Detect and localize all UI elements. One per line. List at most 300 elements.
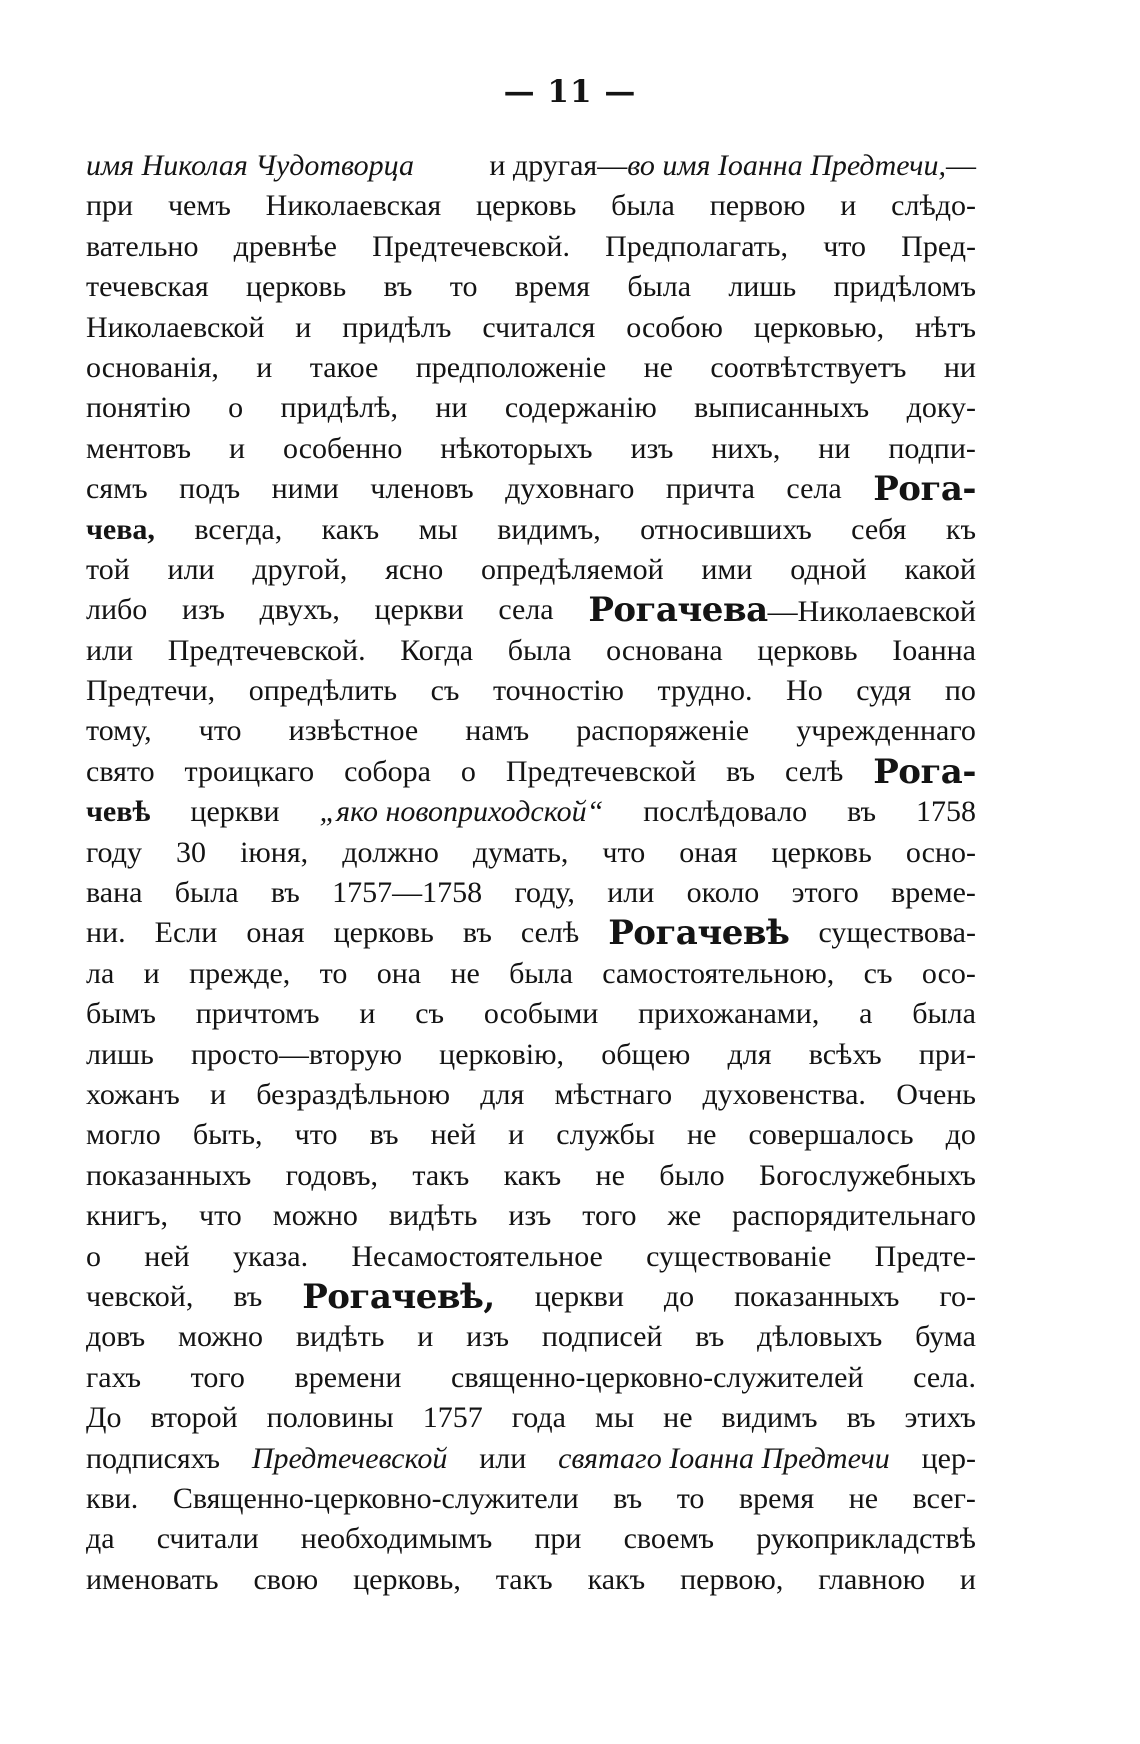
text-word: видимъ <box>721 1401 818 1435</box>
text-word: ни. <box>86 916 126 950</box>
text-word: нѣкоторыхъ <box>440 431 593 465</box>
text-word: о <box>460 754 476 788</box>
text-word: такъ <box>495 1562 553 1596</box>
text-word: до <box>663 1279 695 1313</box>
text-word: придѣлъ <box>342 310 452 344</box>
text-word: той <box>86 552 130 586</box>
text-word: быть, <box>192 1118 263 1152</box>
text-word: и <box>209 1077 227 1111</box>
text-word: ними <box>271 472 339 506</box>
text-word: не <box>848 1481 879 1515</box>
text-word: или <box>167 552 215 586</box>
text-line <box>86 227 976 267</box>
text-word: придѣлѣ, <box>280 391 398 425</box>
text-word: года <box>511 1401 566 1435</box>
text-line <box>86 631 976 671</box>
text-word: ни <box>818 431 851 465</box>
text-word: въ <box>847 795 877 829</box>
text-word: должно <box>342 835 439 869</box>
text-word: Рогачева <box>588 590 768 631</box>
text-word: Предполагать, <box>605 229 789 263</box>
text-word: показанныхъ <box>86 1158 252 1192</box>
text-word: придѣломъ <box>833 270 976 304</box>
text-word: лишь <box>728 270 797 304</box>
text-word: духовенства. <box>702 1077 866 1111</box>
text-word: указа. <box>232 1239 309 1273</box>
text-word: и <box>840 189 857 223</box>
text-word: безраздѣльною <box>256 1077 450 1111</box>
text-word: что <box>294 1118 338 1152</box>
text-word: такое <box>309 350 379 384</box>
text-word: церковію, <box>439 1037 565 1071</box>
text-word: могло <box>86 1118 161 1152</box>
text-word: нѣтъ <box>914 310 976 344</box>
text-word: членовъ <box>370 472 474 506</box>
text-line <box>86 388 976 428</box>
text-word: изъ <box>630 431 674 465</box>
text-word: селѣ <box>785 754 844 788</box>
text-word: учрежденнаго <box>796 714 976 748</box>
text-word: или <box>607 876 655 910</box>
text-word: подписяхъ <box>86 1441 221 1475</box>
text-word: то <box>676 1481 705 1515</box>
text-word: 1758 <box>916 795 976 829</box>
text-word: въ <box>233 1279 263 1313</box>
text-word: 1757 <box>422 1401 483 1435</box>
text-word: была <box>507 633 572 667</box>
text-word: время <box>738 1481 815 1515</box>
text-word: чева, <box>86 512 155 546</box>
text-word: бымъ <box>86 997 156 1031</box>
text-word: она <box>376 956 422 990</box>
text-word: главною <box>818 1562 925 1596</box>
text-word: церковь <box>771 835 872 869</box>
text-word: опредѣляемой <box>480 552 664 586</box>
text-line <box>86 954 976 994</box>
text-word: что <box>823 229 867 263</box>
text-word: древнѣе <box>233 229 337 263</box>
text-word: и <box>143 956 160 990</box>
text-word: До <box>86 1401 122 1435</box>
text-word: време- <box>891 876 976 910</box>
text-word: считался <box>482 310 596 344</box>
text-word: содержанію <box>504 391 657 425</box>
text-word: половины <box>266 1401 394 1435</box>
text-word: подпи- <box>888 431 976 465</box>
text-line <box>86 550 976 590</box>
text-word: съ <box>415 997 445 1031</box>
text-word: церкви <box>374 593 464 627</box>
text-word: Предте- <box>874 1239 976 1273</box>
text-word: прихожанами, <box>638 997 820 1031</box>
text-word: при <box>86 189 134 223</box>
text-word: либо <box>86 593 148 627</box>
text-word: рукоприкладствѣ <box>756 1522 976 1556</box>
text-line <box>86 510 976 550</box>
text-word: Рогачевѣ, <box>302 1276 495 1317</box>
text-word: изъ <box>181 593 225 627</box>
text-line <box>86 1035 976 1075</box>
text-word: 30 <box>176 835 207 869</box>
text-word: Предтечевской. <box>372 229 570 263</box>
text-word: —Николаевской <box>767 595 976 629</box>
text-word: церковь, <box>353 1562 461 1596</box>
text-line <box>86 994 976 1034</box>
text-word: Предтечевской <box>505 754 697 788</box>
text-line <box>86 752 976 792</box>
text-word: въ <box>613 1481 643 1515</box>
text-word: церковь <box>245 270 347 304</box>
text-word: оная <box>679 835 738 869</box>
text-word: ими <box>701 552 753 586</box>
text-word: во имя Іоанна Предтечи, <box>627 149 946 182</box>
text-word: себя <box>851 512 907 546</box>
text-word: не <box>663 1401 693 1435</box>
text-word: понятію <box>86 391 191 425</box>
text-word: именовать <box>86 1562 219 1596</box>
text-word: свято <box>86 754 155 788</box>
text-word: показанныхъ <box>734 1279 900 1313</box>
body-text <box>86 146 976 1600</box>
text-word: Николаевская <box>265 189 442 223</box>
text-word: книгъ, <box>86 1199 169 1233</box>
text-word: Если <box>154 916 218 950</box>
text-line <box>86 146 976 186</box>
text-word: духовнаго <box>505 472 635 506</box>
text-word: существова- <box>818 916 976 950</box>
text-line <box>86 186 976 226</box>
text-word: было <box>659 1158 725 1192</box>
text-word: — <box>946 149 976 182</box>
text-word: намъ <box>465 714 530 748</box>
text-word: села <box>786 472 842 506</box>
text-word: ни <box>943 350 976 384</box>
text-word: въ <box>695 1320 725 1354</box>
text-line <box>86 1277 976 1317</box>
text-word: Очень <box>896 1077 976 1111</box>
text-word: течевская <box>86 270 209 304</box>
text-word: основана <box>606 633 723 667</box>
text-word: что <box>602 835 646 869</box>
text-word: не <box>687 1118 717 1152</box>
text-word: особыми <box>483 997 599 1031</box>
text-line <box>86 1196 976 1236</box>
text-word: оная <box>246 916 305 950</box>
text-word: была <box>611 189 675 223</box>
text-line <box>86 1519 976 1559</box>
text-word-group <box>489 146 976 186</box>
text-word: о <box>86 1239 101 1273</box>
text-word: „яко новоприходской“ <box>319 795 604 829</box>
text-word: до <box>945 1118 976 1152</box>
text-word: Несамостоятельное <box>351 1239 603 1273</box>
text-word: съ <box>430 674 460 708</box>
text-word: самостоятельною, <box>602 956 835 990</box>
text-word: просто—вторую <box>191 1037 402 1071</box>
text-line <box>86 469 976 509</box>
text-word: одной <box>790 552 867 586</box>
text-word: какой <box>904 552 976 586</box>
text-word: къ <box>945 512 976 546</box>
text-word: видѣть <box>295 1320 385 1354</box>
text-word: Когда <box>400 633 474 667</box>
text-word: кви. <box>86 1481 139 1515</box>
text-word: нихъ, <box>711 431 781 465</box>
text-word: видѣть <box>388 1199 478 1233</box>
text-line <box>86 308 976 348</box>
text-word: Священно-церковно-служители <box>172 1481 579 1515</box>
text-word: ментовъ <box>86 431 191 465</box>
text-word: Іоанна <box>892 633 976 667</box>
text-word: для <box>480 1077 525 1111</box>
text-word: церкви <box>190 795 280 829</box>
text-word: судя <box>856 674 912 708</box>
text-word: какъ <box>587 1562 646 1596</box>
text-word: не <box>595 1158 625 1192</box>
text-word: что <box>198 714 242 748</box>
text-word: изъ <box>508 1199 552 1233</box>
text-line <box>86 1237 976 1277</box>
text-word: имя Николая Чудотворца <box>86 149 415 182</box>
text-word: села. <box>913 1360 976 1394</box>
text-word: церковью, <box>753 310 885 344</box>
text-word: службы <box>556 1118 655 1152</box>
text-word: въ <box>462 916 492 950</box>
text-word: бума <box>915 1320 976 1354</box>
text-word: считали <box>156 1522 259 1556</box>
text-word: общею <box>601 1037 691 1071</box>
text-word: подъ <box>179 472 241 506</box>
text-word: своемъ <box>623 1522 715 1556</box>
text-word: при- <box>918 1037 976 1071</box>
text-word: существованіе <box>646 1239 832 1273</box>
text-word: свою <box>253 1562 319 1596</box>
text-word: годовъ, <box>285 1158 379 1192</box>
text-word: Николаевской <box>86 310 265 344</box>
text-word: или <box>86 633 134 667</box>
text-word: соотвѣтствуетъ <box>710 350 907 384</box>
text-line <box>86 1479 976 1519</box>
text-word: подписей <box>541 1320 663 1354</box>
text-word: селѣ <box>520 916 580 950</box>
text-line <box>86 1156 976 1196</box>
text-word: относившихъ <box>640 512 812 546</box>
text-word: была <box>912 997 976 1031</box>
text-word: при <box>534 1522 582 1556</box>
text-line <box>86 1075 976 1115</box>
text-word: же <box>667 1199 702 1233</box>
text-word: для <box>727 1037 772 1071</box>
text-word: опредѣлить <box>248 674 398 708</box>
text-word: доку- <box>906 391 976 425</box>
text-line <box>86 348 976 388</box>
text-word: Но <box>786 674 823 708</box>
text-word: вательно <box>86 229 199 263</box>
text-word: всѣхъ <box>808 1037 882 1071</box>
text-word: мы <box>595 1401 635 1435</box>
text-word: причтомъ <box>195 997 320 1031</box>
text-word: и <box>295 310 312 344</box>
text-line <box>86 1358 976 1398</box>
text-word: собора <box>344 754 431 788</box>
text-word: осно- <box>905 835 976 869</box>
text-word: церковь <box>757 633 858 667</box>
text-word: сямъ <box>86 472 148 506</box>
text-word: довъ <box>86 1320 146 1354</box>
text-word: хожанъ <box>86 1077 180 1111</box>
text-word: около <box>686 876 760 910</box>
text-word: Предтечевской <box>251 1441 448 1475</box>
text-line <box>86 873 976 913</box>
text-word: не <box>450 956 480 990</box>
text-word: Рога- <box>873 751 976 792</box>
text-word: по <box>944 674 976 708</box>
text-line <box>86 792 976 832</box>
text-word: необходимымъ <box>300 1522 493 1556</box>
text-line <box>86 1317 976 1357</box>
text-word: была <box>174 876 239 910</box>
text-word: выписанныхъ <box>694 391 870 425</box>
text-word: лишь <box>86 1037 154 1071</box>
text-line <box>86 429 976 469</box>
text-word-group <box>588 590 976 630</box>
text-word: и <box>228 431 246 465</box>
text-line <box>86 833 976 873</box>
text-word: этихъ <box>904 1401 976 1435</box>
text-word: ла <box>86 956 115 990</box>
text-word: такъ <box>412 1158 470 1192</box>
text-word: того <box>190 1360 245 1394</box>
text-word: время <box>514 270 591 304</box>
text-word: думать, <box>472 835 569 869</box>
text-line <box>86 913 976 953</box>
text-word: съ <box>863 956 893 990</box>
text-word: второй <box>150 1401 238 1435</box>
text-word: 1757—1758 <box>332 876 483 910</box>
text-word: и <box>508 1118 525 1152</box>
text-word: то <box>319 956 348 990</box>
text-word: ясно <box>385 552 444 586</box>
text-word: видимъ, <box>497 512 601 546</box>
text-word: времени <box>294 1360 402 1394</box>
text-word: въ <box>726 754 756 788</box>
text-word: всег- <box>912 1481 976 1515</box>
text-word: послѣдовало <box>643 795 808 829</box>
text-word: Богослужебныхъ <box>759 1158 976 1192</box>
text-word: была <box>627 270 692 304</box>
text-word: извѣстное <box>288 714 419 748</box>
text-word: чемъ <box>167 189 231 223</box>
text-word: предположеніе <box>415 350 607 384</box>
text-word: го- <box>939 1279 976 1313</box>
text-word: церковь <box>476 189 577 223</box>
text-word: и другая— <box>489 149 628 182</box>
text-word: двухъ, <box>259 593 340 627</box>
text-word: чевѣ <box>86 795 151 829</box>
text-word: дѣловыхъ <box>757 1320 883 1354</box>
text-word: Предтечи, <box>86 674 216 708</box>
text-word: мы <box>418 512 458 546</box>
text-word: что <box>199 1199 242 1233</box>
text-word: Рога- <box>873 469 976 510</box>
text-word: а <box>859 997 873 1031</box>
page-number: — 11 — <box>503 74 637 110</box>
text-word: трудно. <box>657 674 753 708</box>
text-word: гахъ <box>86 1360 141 1394</box>
text-line <box>86 711 976 751</box>
text-word: распорядительнаго <box>732 1199 976 1233</box>
text-word: троицкаго <box>184 754 315 788</box>
text-word: особою <box>626 310 723 344</box>
text-word: церковь <box>333 916 434 950</box>
text-word: осо- <box>921 956 976 990</box>
text-word: не <box>643 350 673 384</box>
text-word: и <box>417 1320 434 1354</box>
text-word: году, <box>514 876 575 910</box>
text-word: ней <box>430 1118 477 1152</box>
text-word: церкви <box>534 1279 624 1313</box>
text-word: этого <box>791 876 859 910</box>
text-line <box>86 590 976 630</box>
text-word-group <box>627 146 976 186</box>
text-word: какъ <box>503 1158 562 1192</box>
text-word: чевской, <box>86 1279 194 1313</box>
text-word: причта <box>665 472 755 506</box>
text-word: Рогачевѣ <box>608 913 790 954</box>
text-line <box>86 671 976 711</box>
text-line <box>86 267 976 307</box>
text-word: въ <box>270 876 300 910</box>
text-word: году <box>86 835 142 869</box>
text-word: села <box>498 593 554 627</box>
text-word: основанія, <box>86 350 219 384</box>
text-word: въ <box>369 1118 399 1152</box>
text-word: другой, <box>252 552 348 586</box>
text-word: ни <box>435 391 468 425</box>
text-word: ней <box>144 1239 190 1273</box>
text-word: точностію <box>492 674 624 708</box>
text-word: особенно <box>282 431 403 465</box>
text-word: святаго Іоанна Предтечи <box>558 1441 890 1475</box>
text-word: того <box>582 1199 637 1233</box>
text-word: то <box>449 270 478 304</box>
text-word: была <box>509 956 573 990</box>
text-word: въ <box>846 1401 876 1435</box>
text-word: и <box>359 997 376 1031</box>
text-line <box>86 1439 976 1479</box>
text-word: Предтечевской. <box>167 633 366 667</box>
text-word: изъ <box>466 1320 510 1354</box>
text-word: какъ <box>321 512 380 546</box>
text-word: можно <box>178 1320 264 1354</box>
text-word: цер- <box>921 1441 976 1475</box>
text-word: совершалось <box>748 1118 914 1152</box>
text-line <box>86 1115 976 1155</box>
text-line <box>86 1398 976 1438</box>
text-word: и <box>256 350 273 384</box>
text-word: распоряженіе <box>576 714 750 748</box>
text-word: священно-церковно-служителей <box>451 1360 864 1394</box>
text-word: мѣстнаго <box>554 1077 673 1111</box>
text-word: можно <box>272 1199 358 1233</box>
text-word: первою, <box>680 1562 784 1596</box>
text-word: тому, <box>86 714 152 748</box>
text-word: іюня, <box>240 835 309 869</box>
text-word: всегда, <box>194 512 283 546</box>
text-word: вана <box>86 876 143 910</box>
text-word: да <box>86 1522 115 1556</box>
text-word: и <box>959 1562 976 1596</box>
